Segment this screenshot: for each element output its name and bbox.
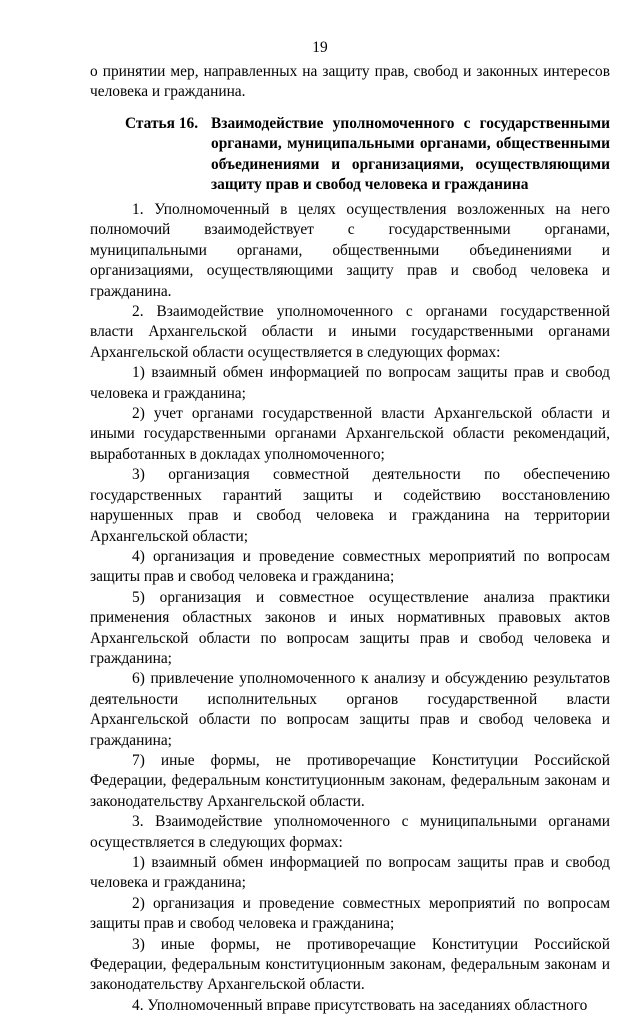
paragraph: 2. Взаимодействие уполномоченного с органами государственной власти Архангельской области и иными государственными органами Архангельской области осуществляется в следующих формах:	[90, 303, 610, 361]
page-number: 19	[312, 39, 328, 56]
list-item: 2) организация и проведение совместных мероприятий по вопросам защиты прав и свобод человека и гражданина;	[90, 894, 610, 933]
list-item: 1) взаимный обмен информацией по вопросам защиты прав и свобод человека и гражданина;	[90, 854, 610, 892]
list-item: 1) взаимный обмен информацией по вопросам защиты прав и свобод человека и гражданина;	[90, 364, 610, 402]
list-item: 5) организация и совместное осуществление анализа практики применения областных законов и иных нормативных правовых актов Архангельской области по вопросам защиты прав и свобод человека и гражданина;	[90, 588, 610, 667]
list-item: 3) иные формы, не противоречащие Конституции Российской Федерации, федеральным конституционным законам, федеральным законам и законодательству Архангельской области.	[90, 935, 610, 994]
paragraph: 1. Уполномоченный в целях осуществления возложенных на него полномочий взаимодействует с государственными органами, муниципальными органами, общественными объединениями и организациями, осуществляющими защиту прав и свобод человека и гражданина.	[90, 201, 610, 300]
list-item: 7) иные формы, не противоречащие Конституции Российской Федерации, федеральным конституционным законам, федеральным законам и законодательству Архангельской области.	[90, 751, 610, 810]
list-item: 4) организация и проведение совместных мероприятий по вопросам защиты прав и свобод человека и гражданина;	[90, 547, 610, 586]
article-title: Взаимодействие уполномоченного с государственными органами, муниципальными органами, общественными объединениями и организациями, осуществляющими защиту прав и свобод человека и гражданина	[211, 115, 610, 194]
list-item: 6) привлечение уполномоченного к анализу и обсуждению результатов деятельности исполнительных органов государственной власти Архангельской области по вопросам защиты прав и свобод человека и гражданина;	[90, 670, 610, 749]
intro-block	[90, 62, 610, 103]
article-body	[90, 200, 610, 1016]
paragraph: 3. Взаимодействие уполномоченного с муниципальными органами осуществляется в следующих формах:	[90, 813, 610, 851]
intro-paragraph: о принятии мер, направленных на защиту прав, свобод и законных интересов человека и гражданина.	[90, 63, 610, 101]
list-item: 2) учет органами государственной власти Архангельской области и иными государственными органами Архангельской области рекомендаций, выработанных в докладах уполномоченного;	[90, 405, 610, 463]
list-item: 3) организация совместной деятельности по обеспечению государственных гарантий защиты и содействию восстановлению нарушенных прав и свобод человека и гражданина на территории Архангельской области;	[90, 466, 610, 545]
article-heading	[125, 114, 610, 196]
paragraph: 4. Уполномоченный вправе присутствовать на заседаниях областного	[132, 996, 588, 1014]
article-label: Статья 16.	[125, 115, 199, 132]
